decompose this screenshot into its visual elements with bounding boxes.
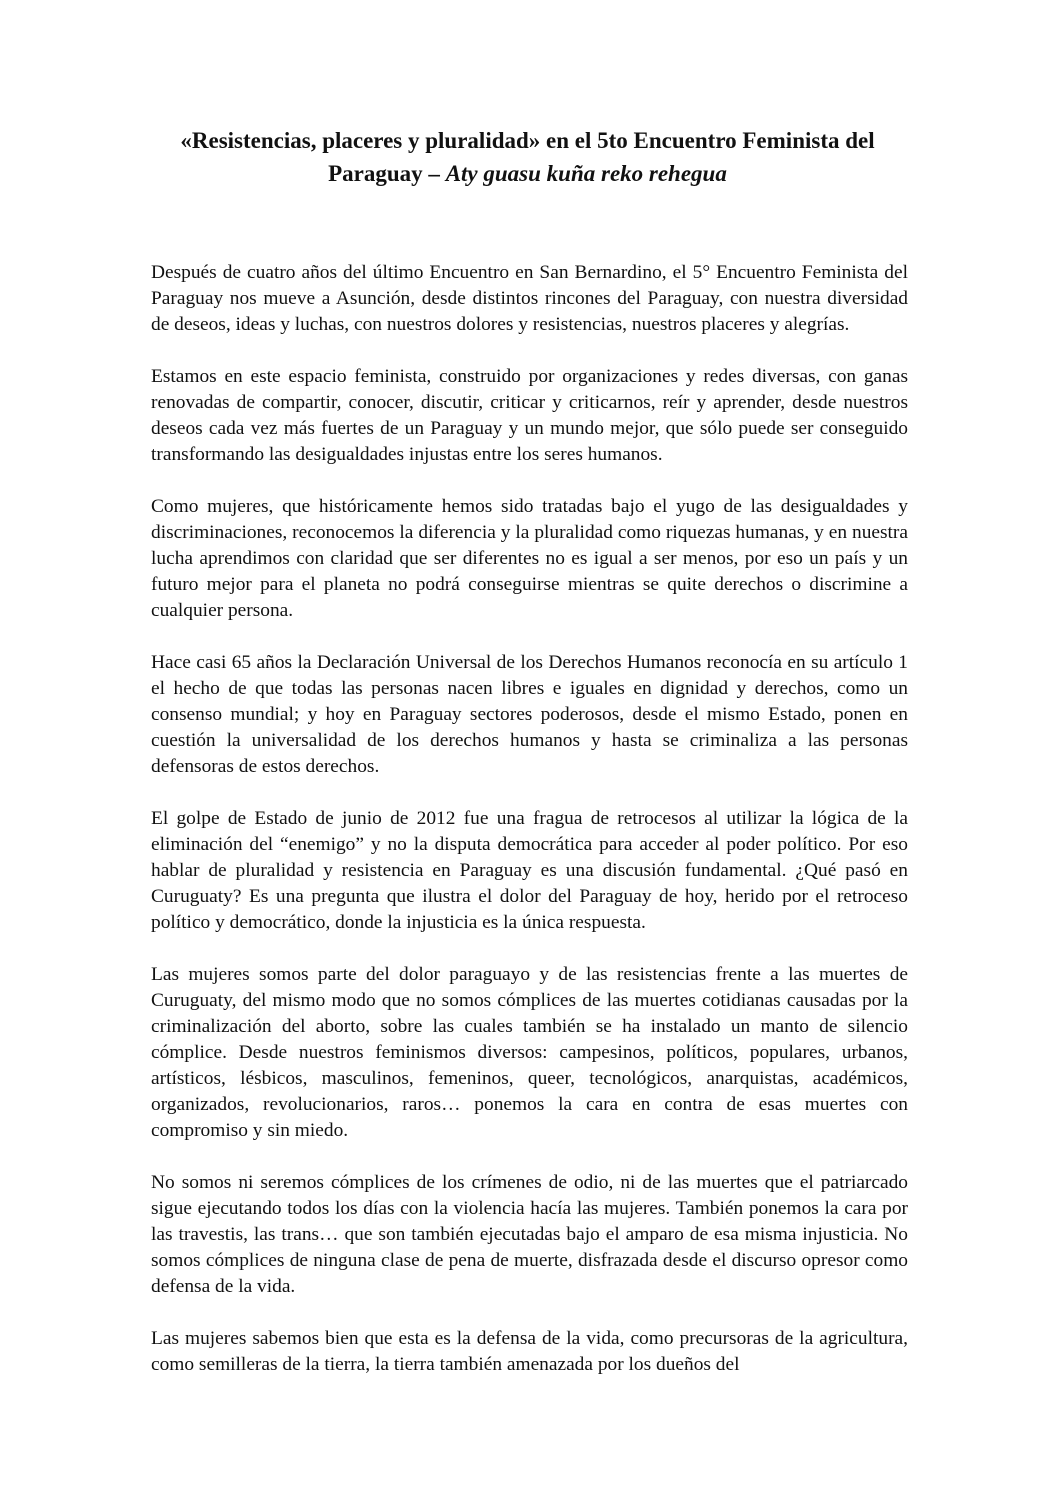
paragraph-7: No somos ni seremos cómplices de los crímenes de odio, ni de las muertes que el patriarcado sigue ejecutando todos los días con la violencia hacía las mujeres. También ponemos la cara por las travestis, las trans… que son también ejecutadas bajo el amparo de esa misma injusticia. No somos cómplices de ninguna clase de pena de muerte, disfrazada desde el discurso opresor como defensa de la vida. [151, 1172, 908, 1297]
paragraph-6: Las mujeres somos parte del dolor paraguayo y de las resistencias frente a las muertes de Curuguaty, del mismo modo que no somos cómplices de las muertes cotidianas causadas por la criminalización del aborto, sobre las cuales también se ha instalado un manto de silencio cómplice. Desde nuestros feminismos diversos: campesinos, políticos, populares, urbanos, artísticos, lésbicos, masculinos, femeninos, queer, tecnológicos, anarquistas, académicos, organizados, revolucionarios, raros… ponemos la cara en contra de esas muertes con compromiso y sin miedo. [151, 964, 908, 1141]
paragraph-5: El golpe de Estado de junio de 2012 fue una fragua de retrocesos al utilizar la lógica de la eliminación del “enemigo” y no la disputa democrática para acceder al poder político. Por eso hablar de pluralidad y resistencia en Paraguay es una discusión fundamental. ¿Qué pasó en Curuguaty? Es una pregunta que ilustra el dolor del Paraguay de hoy, herido por el retroceso político y democrático, donde la injusticia es la única respuesta. [151, 808, 908, 933]
paragraph-3: Como mujeres, que históricamente hemos sido tratadas bajo el yugo de las desigualdades y discriminaciones, reconocemos la diferencia y la pluralidad como riquezas humanas, y en nuestra lucha aprendimos con claridad que ser diferentes no es igual a ser menos, por eso un país y un futuro mejor para el planeta no podrá conseguirse mientras se quite derechos o discrimine a cualquier persona. [151, 496, 908, 621]
paragraph-8: Las mujeres sabemos bien que esta es la defensa de la vida, como precursoras de la agricultura, como semilleras de la tierra, la tierra también amenazada por los dueños del [151, 1328, 908, 1375]
paragraph-2: Estamos en este espacio feminista, construido por organizaciones y redes diversas, con ganas renovadas de compartir, conocer, discutir, criticar y criticarnos, reír y aprender, desde nuestros deseos cada vez más fuertes de un Paraguay y un mundo mejor, que sólo puede ser conseguido transformando las desigualdades injustas entre los seres humanos. [151, 366, 908, 465]
document-body [151, 260, 908, 1404]
paragraph-4: Hace casi 65 años la Declaración Universal de los Derechos Humanos reconocía en su artículo 1 el hecho de que todas las personas nacen libres e iguales en dignidad y derechos, como un consenso mundial; y hoy en Paraguay sectores poderosos, desde el mismo Estado, ponen en cuestión la universalidad de los derechos humanos y hasta se criminaliza a las personas defensoras de estos derechos. [151, 652, 908, 777]
document-title [140, 124, 915, 190]
paragraph-1: Después de cuatro años del último Encuentro en San Bernardino, el 5° Encuentro Feminista del Paraguay nos mueve a Asunción, desde distintos rincones del Paraguay, con nuestra diversidad de deseos, ideas y luchas, con nuestros dolores y resistencias, nuestros placeres y alegrías. [151, 262, 908, 335]
title-italic-subtitle: Aty guasu kuña reko rehegua [445, 161, 727, 186]
title-main: «Resistencias, placeres y pluralidad» en el 5to Encuentro Feminista del Paraguay – [180, 128, 875, 186]
